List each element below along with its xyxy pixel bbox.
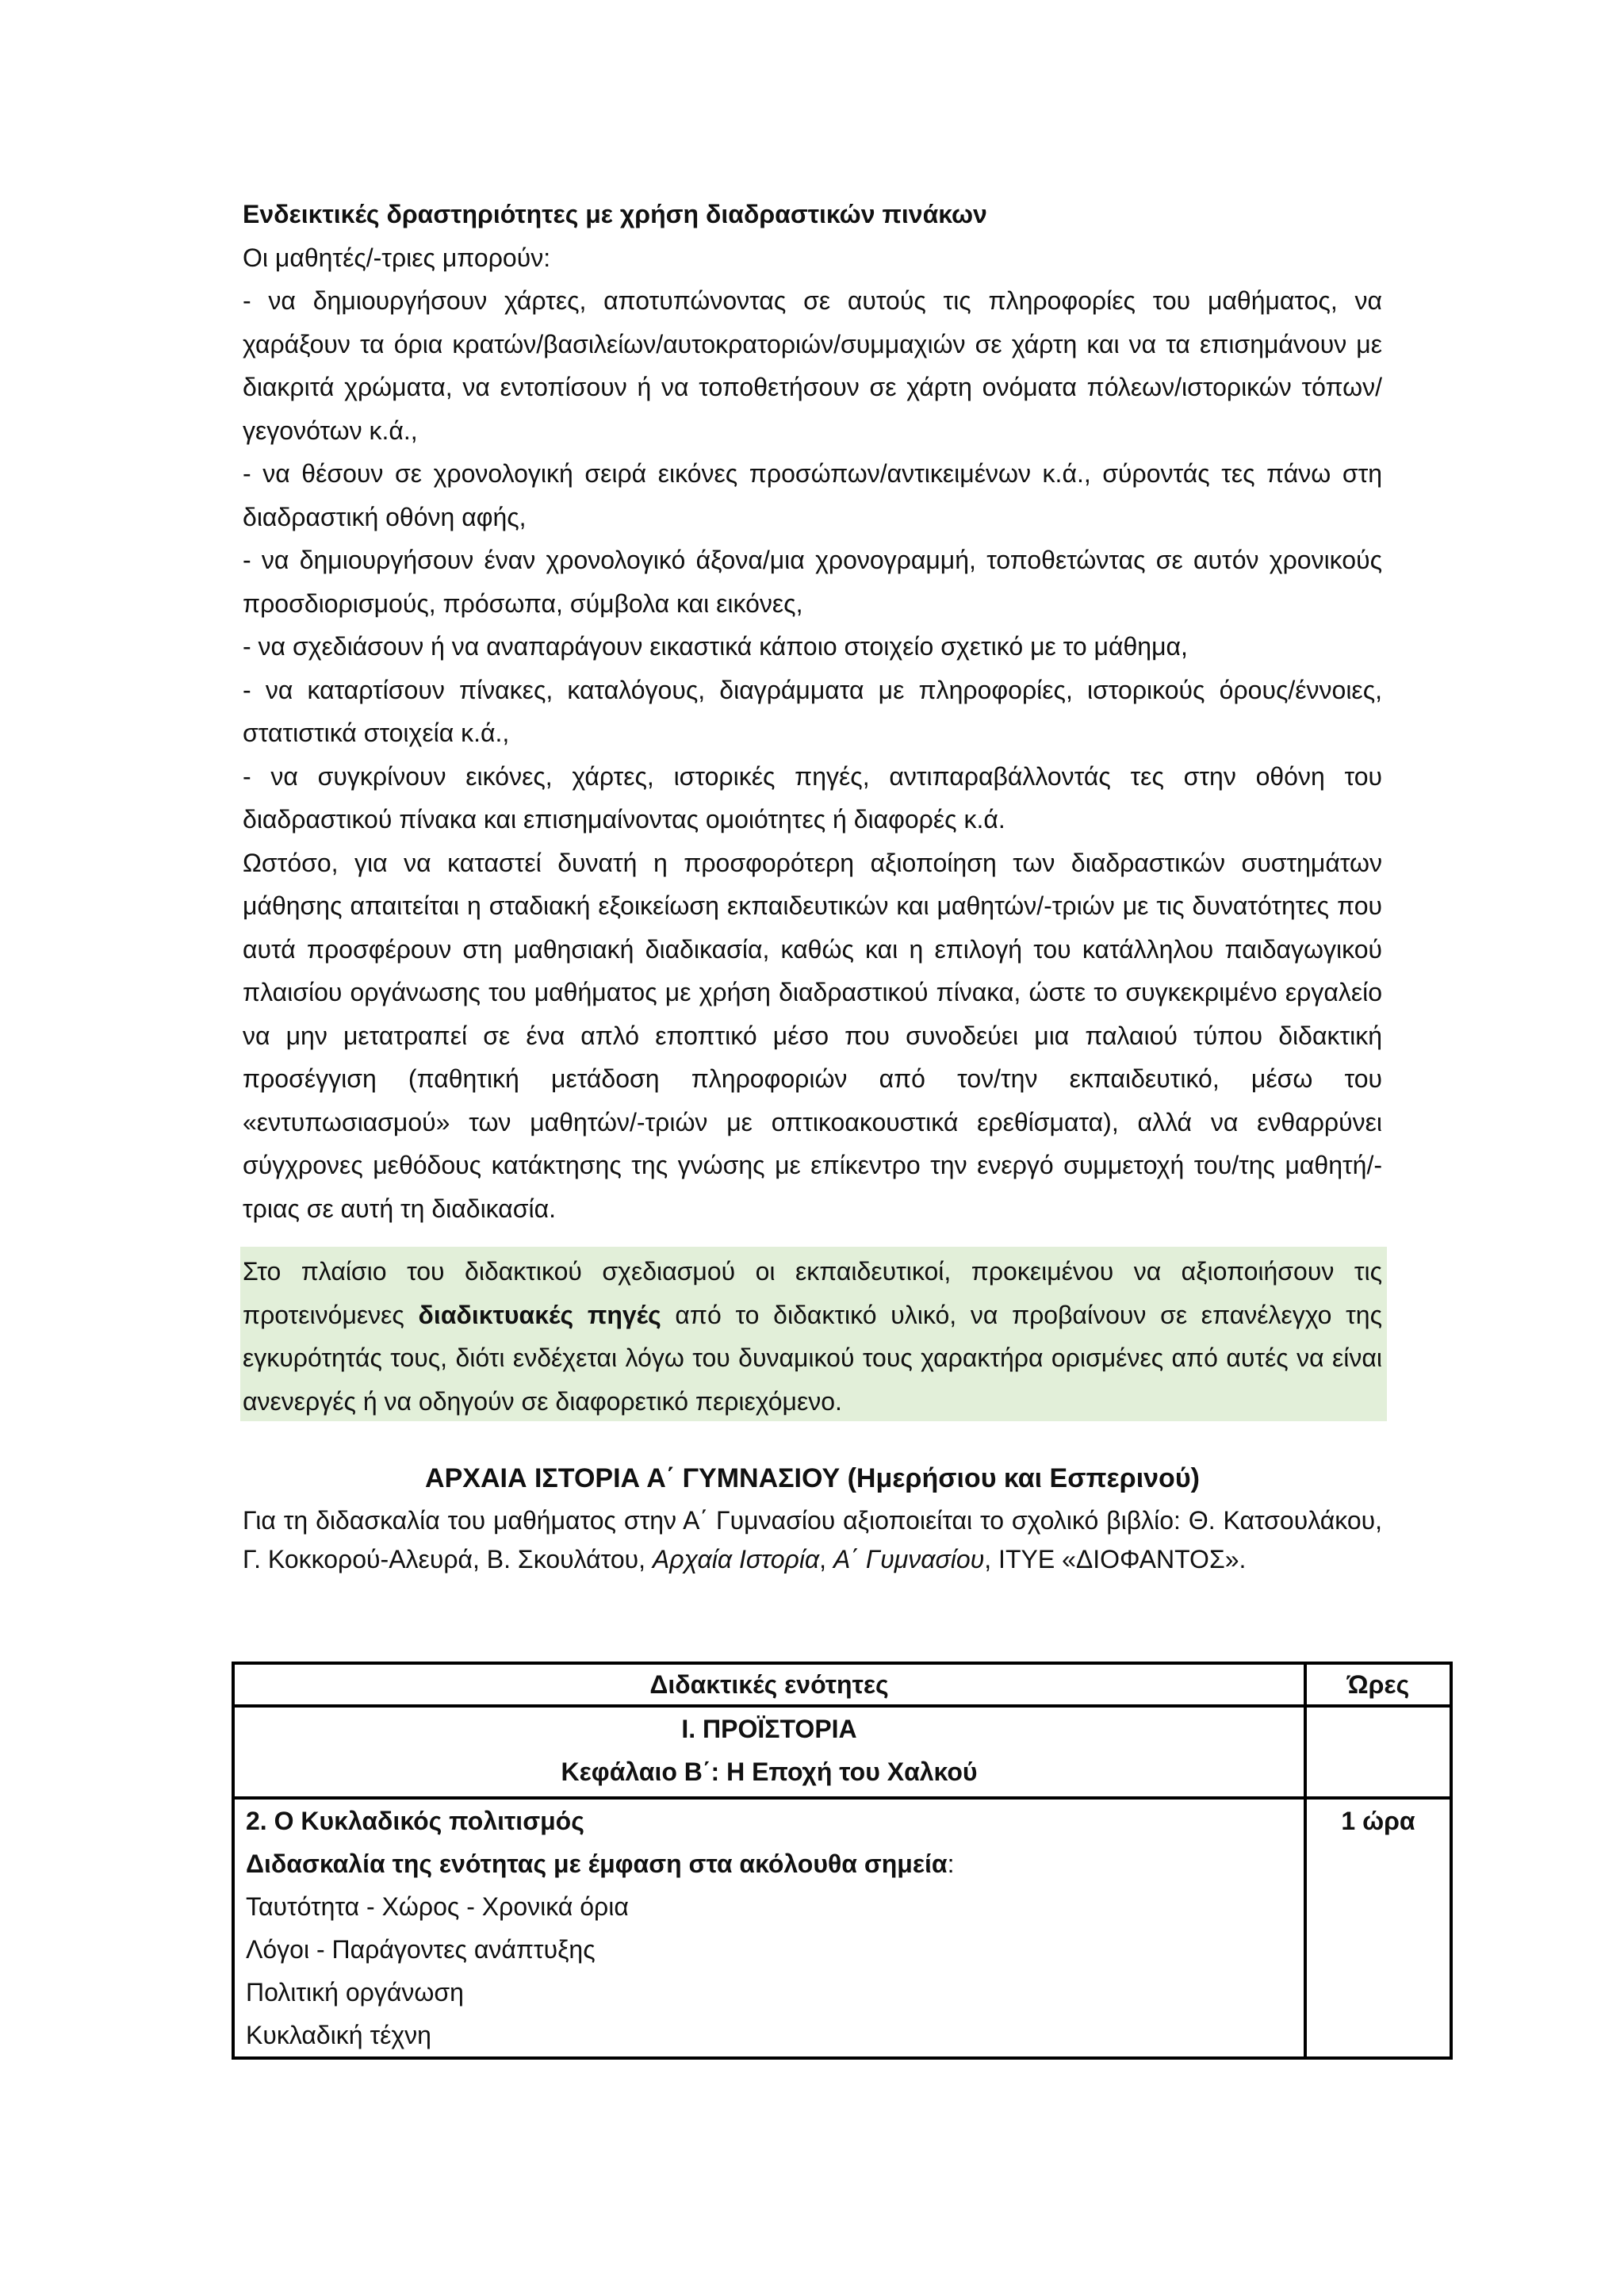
- emphasis-colon: :: [947, 1849, 955, 1878]
- unit-title: 2. Ο Κυκλαδικός πολιτισμός: [246, 1807, 584, 1835]
- units-table: [232, 1662, 1453, 2060]
- header-units: Διδακτικές ενότητες: [233, 1663, 1305, 1706]
- list-item: Ταυτότητα - Χώρος - Χρονικά όρια: [246, 1892, 629, 1921]
- bullet-item: - να καταρτίσουν πίνακες, καταλόγους, διαγράμματα με πληροφορίες, ιστορικούς όρους/έννοιες, στατιστικά στοιχεία κ.ά.,: [243, 675, 1382, 747]
- book-grade: Α΄ Γυμνασίου: [833, 1545, 985, 1573]
- table-header-row: [233, 1663, 1451, 1706]
- section-intro: Οι μαθητές/-τριες μπορούν:: [243, 243, 551, 272]
- list-item: Κυκλαδική τέχνη: [246, 2021, 431, 2049]
- section-cell: [233, 1706, 1305, 1798]
- bullet-item: - να θέσουν σε χρονολογική σειρά εικόνες προσώπων/αντικειμένων κ.ά., σύροντάς τες πάνω στη διαδραστική οθόνη αφής,: [243, 459, 1382, 531]
- bullet-item: - να συγκρίνουν εικόνες, χάρτες, ιστορικές πηγές, αντιπαραβάλλοντάς τες στην οθόνη του διαδραστικού πίνακα και επισημαίνοντας ομοιότητες ή διαφορές κ.ά.: [243, 761, 1382, 834]
- emphasis-line: [246, 1842, 1293, 1885]
- table-row: [233, 1798, 1451, 2058]
- course-intro: [243, 1501, 1382, 1579]
- list-item: Λόγοι - Παράγοντες ανάπτυξης: [246, 1935, 596, 1964]
- bullet-item: - να δημιουργήσουν έναν χρονολογικό άξονα/μια χρονογραμμή, τοποθετώντας σε αυτόν χρονικούς προσδιορισμούς, πρόσωπα, σύμβολα και εικόνες,: [243, 546, 1382, 618]
- bullet-item: - να σχεδιάσουν ή να αναπαράγουν εικαστικά κάποιο στοιχείο σχετικό με το μάθημα,: [243, 632, 1188, 661]
- section-heading: Ενδεικτικές δραστηριότητες με χρήση διαδραστικών πινάκων: [243, 200, 987, 228]
- note-bold-text: διαδικτυακές πηγές: [418, 1300, 661, 1329]
- closing-paragraph: Ωστόσο, για να καταστεί δυνατή η προσφορότερη αξιοποίηση των διαδραστικών συστημάτων μάθησης απαιτείται η σταδιακή εξοικείωση εκπαιδευτικών και μαθητών/-τριών με τις δυνατότητες που αυτά προσφέρουν στη μαθησιακή διαδικασία, καθώς και η επιλογή του κατάλληλου παιδαγωγικού πλαισίου οργάνωσης του μαθήματος με χρήση διαδραστικού πίνακα, ώστε το συγκεκριμένο εργαλείο να μην μετατραπεί σε ένα απλό εποπτικό μέσο που συνοδεύει μια παλαιού τύπου διδακτική προσέγγιση (παθητική μετάδοση πληροφοριών από τον/την εκπαιδευτικό, μέσω του «εντυπωσιασμού» των μαθητών/-τριών με οπτικοακουστικά ερεθίσματα), αλλά να ενθαρρύνει σύγχρονες μεθόδους κατάκτησης της γνώσης με επίκεντρο την ενεργό συμμετοχή του/της μαθητή/-τριας σε αυτή τη διαδικασία.: [243, 848, 1382, 1223]
- note-paragraph: [243, 1250, 1382, 1423]
- note-text-1: Στο πλαίσιο του διδακτικού σχεδιασμού οι εκπαιδευτικοί, προκειμένου να αξιοποιήσουν τις προτεινόμενες: [243, 1257, 1382, 1329]
- bullet-item: - να δημιουργήσουν χάρτες, αποτυπώνοντας σε αυτούς τις πληροφορίες του μαθήματος, να χαράξουν τα όρια κρατών/βασιλείων/αυτοκρατοριών/συμμαχιών σε χάρτη και να τα επισημάνουν με διακριτά χρώματα, να εντοπίσουν ή να τοποθετήσουν σε χάρτη ονόματα πόλεων/ιστορικών τόπων/γεγονότων κ.ά.,: [243, 286, 1382, 445]
- section-hours-cell: [1305, 1706, 1451, 1798]
- chapter-title: Κεφάλαιο Β΄: Η Εποχή του Χαλκού: [561, 1757, 978, 1786]
- intro-text-1: Για τη διδασκαλία του μαθήματος στην Α΄ Γυμνασίου αξιοποιείται το σχολικό βιβλίο: Θ. Κατσουλάκου, Γ. Κοκκορού-Αλευρά, Β. Σκουλάτου,: [243, 1506, 1382, 1573]
- section-title: I. ΠΡΟΪΣΤΟΡΙΑ: [681, 1715, 857, 1743]
- activities-section: [243, 193, 1382, 1230]
- list-item: Πολιτική οργάνωση: [246, 1978, 464, 2007]
- intro-separator: ,: [819, 1545, 833, 1573]
- unit-cell: [233, 1798, 1305, 2058]
- header-hours: Ώρες: [1305, 1663, 1451, 1706]
- table-section-row: [233, 1706, 1451, 1798]
- book-title: Αρχαία Ιστορία: [652, 1545, 820, 1573]
- hours-cell: 1 ώρα: [1305, 1798, 1451, 2058]
- note-text-2: από το διδακτικό υλικό, να προβαίνουν σε επανέλεγχο της εγκυρότητάς τους, διότι ενδέχεται λόγω του δυναμικού τους χαρακτήρα ορισμένες από αυτές να είναι ανενεργές ή να οδηγούν σε διαφορετικό περιεχόμενο.: [243, 1300, 1382, 1416]
- course-title: ΑΡΧΑΙΑ ΙΣΤΟΡΙΑ Α΄ ΓΥΜΝΑΣΙΟΥ (Ημερήσιου και Εσπερινού): [425, 1463, 1200, 1493]
- intro-text-2: , ΙΤΥΕ «ΔΙΟΦΑΝΤΟΣ».: [984, 1545, 1247, 1573]
- emphasis-label: Διδασκαλία της ενότητας με έμφαση στα ακόλουθα σημεία: [246, 1849, 948, 1878]
